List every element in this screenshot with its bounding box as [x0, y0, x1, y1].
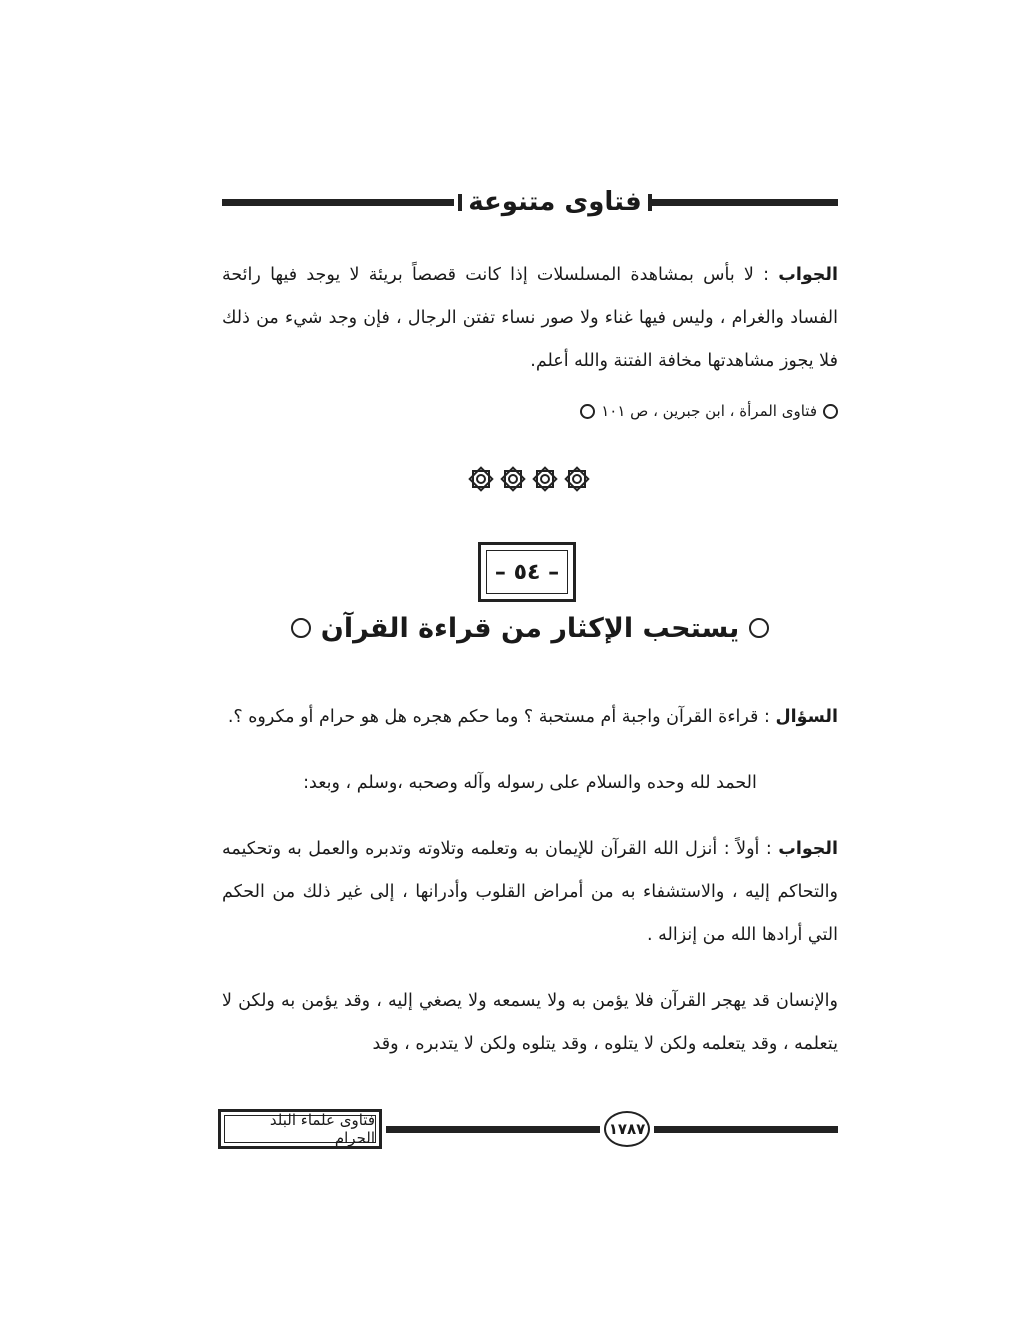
- fatwa-number-box: [478, 542, 576, 602]
- page-number: ١٧٨٧: [604, 1111, 650, 1147]
- fatwa-number: – ٥٤ –: [486, 550, 568, 594]
- page-header: [222, 180, 838, 224]
- header-rule-left: [222, 199, 454, 206]
- circle-ornament-icon: [823, 404, 838, 419]
- section-divider-ornament: [464, 462, 594, 498]
- flower-ornament-icon: [466, 462, 496, 496]
- footer-rule-left: [386, 1126, 600, 1133]
- footer-book-title: فتاوى علماء البلد الحرام: [224, 1115, 376, 1143]
- page-footer: [218, 1108, 838, 1152]
- opening-text: الحمد لله وحده والسلام على رسوله وآله وصحبه ،وسلم ، وبعد:: [303, 773, 757, 793]
- header-title-group: [462, 180, 648, 224]
- fatwa-title-group: [222, 606, 838, 650]
- header-title: فتاوى متنوعة: [468, 187, 642, 217]
- answer-text: : لا بأس بمشاهدة المسلسلات إذا كانت قصصاً بريئة لا يوجد فيها رائحة الفساد والغرام ، وليس فيها غناء ولا صور نساء تفتن الرجال ، فإن وجد شيء من ذلك فلا يجوز مشاهدتها مخافة الفتنة والله أعلم.: [222, 265, 838, 371]
- circle-ornament-icon: [580, 404, 595, 419]
- fatwa-title: يستحب الإكثار من قراءة القرآن: [320, 612, 740, 644]
- question-text: : قراءة القرآن واجبة أم مستحبة ؟ وما حكم هجره هل هو حرام أو مكروه ؟.: [227, 707, 776, 727]
- footer-book-title-box: [218, 1109, 382, 1149]
- answer-label: الجواب: [778, 265, 838, 285]
- answer-paragraph-2: [222, 828, 838, 957]
- circle-ornament-icon: [291, 618, 311, 638]
- opening-line: [222, 762, 838, 805]
- answer-paragraph-1: [222, 254, 838, 383]
- flower-ornament-icon: [498, 462, 528, 496]
- answer-text: : أولاً : أنزل الله القرآن للإيمان به وتعلمه وتلاوته وتدبره والعمل به وتحكيمه والتحاكم إليه ، والاستشفاء به من أمراض القلوب وأدرانها ، إلى غير ذلك من الحكم التي أرادها الله من إنزاله .: [222, 839, 838, 945]
- question-label: السؤال: [775, 707, 838, 727]
- source-text: فتاوى المرأة ، ابن جبرين ، ص ١٠١: [601, 402, 817, 420]
- flower-ornament-icon: [562, 462, 592, 496]
- question-paragraph: [222, 696, 838, 739]
- square-ornament-icon: [458, 194, 462, 211]
- body-paragraph: [222, 980, 838, 1066]
- circle-ornament-icon: [749, 618, 769, 638]
- body-text: والإنسان قد يهجر القرآن فلا يؤمن به ولا يسمعه ولا يصغي إليه ، وقد يؤمن به ولكن لا يتعلمه ، وقد يتعلمه ولكن لا يتلوه ، وقد يتلوه ولكن لا يتدبره ، وقد: [222, 991, 838, 1054]
- flower-ornament-icon: [530, 462, 560, 496]
- header-rule-right: [648, 199, 838, 206]
- answer-label: الجواب: [778, 839, 838, 859]
- footer-rule-right: [654, 1126, 838, 1133]
- source-citation: [222, 396, 838, 426]
